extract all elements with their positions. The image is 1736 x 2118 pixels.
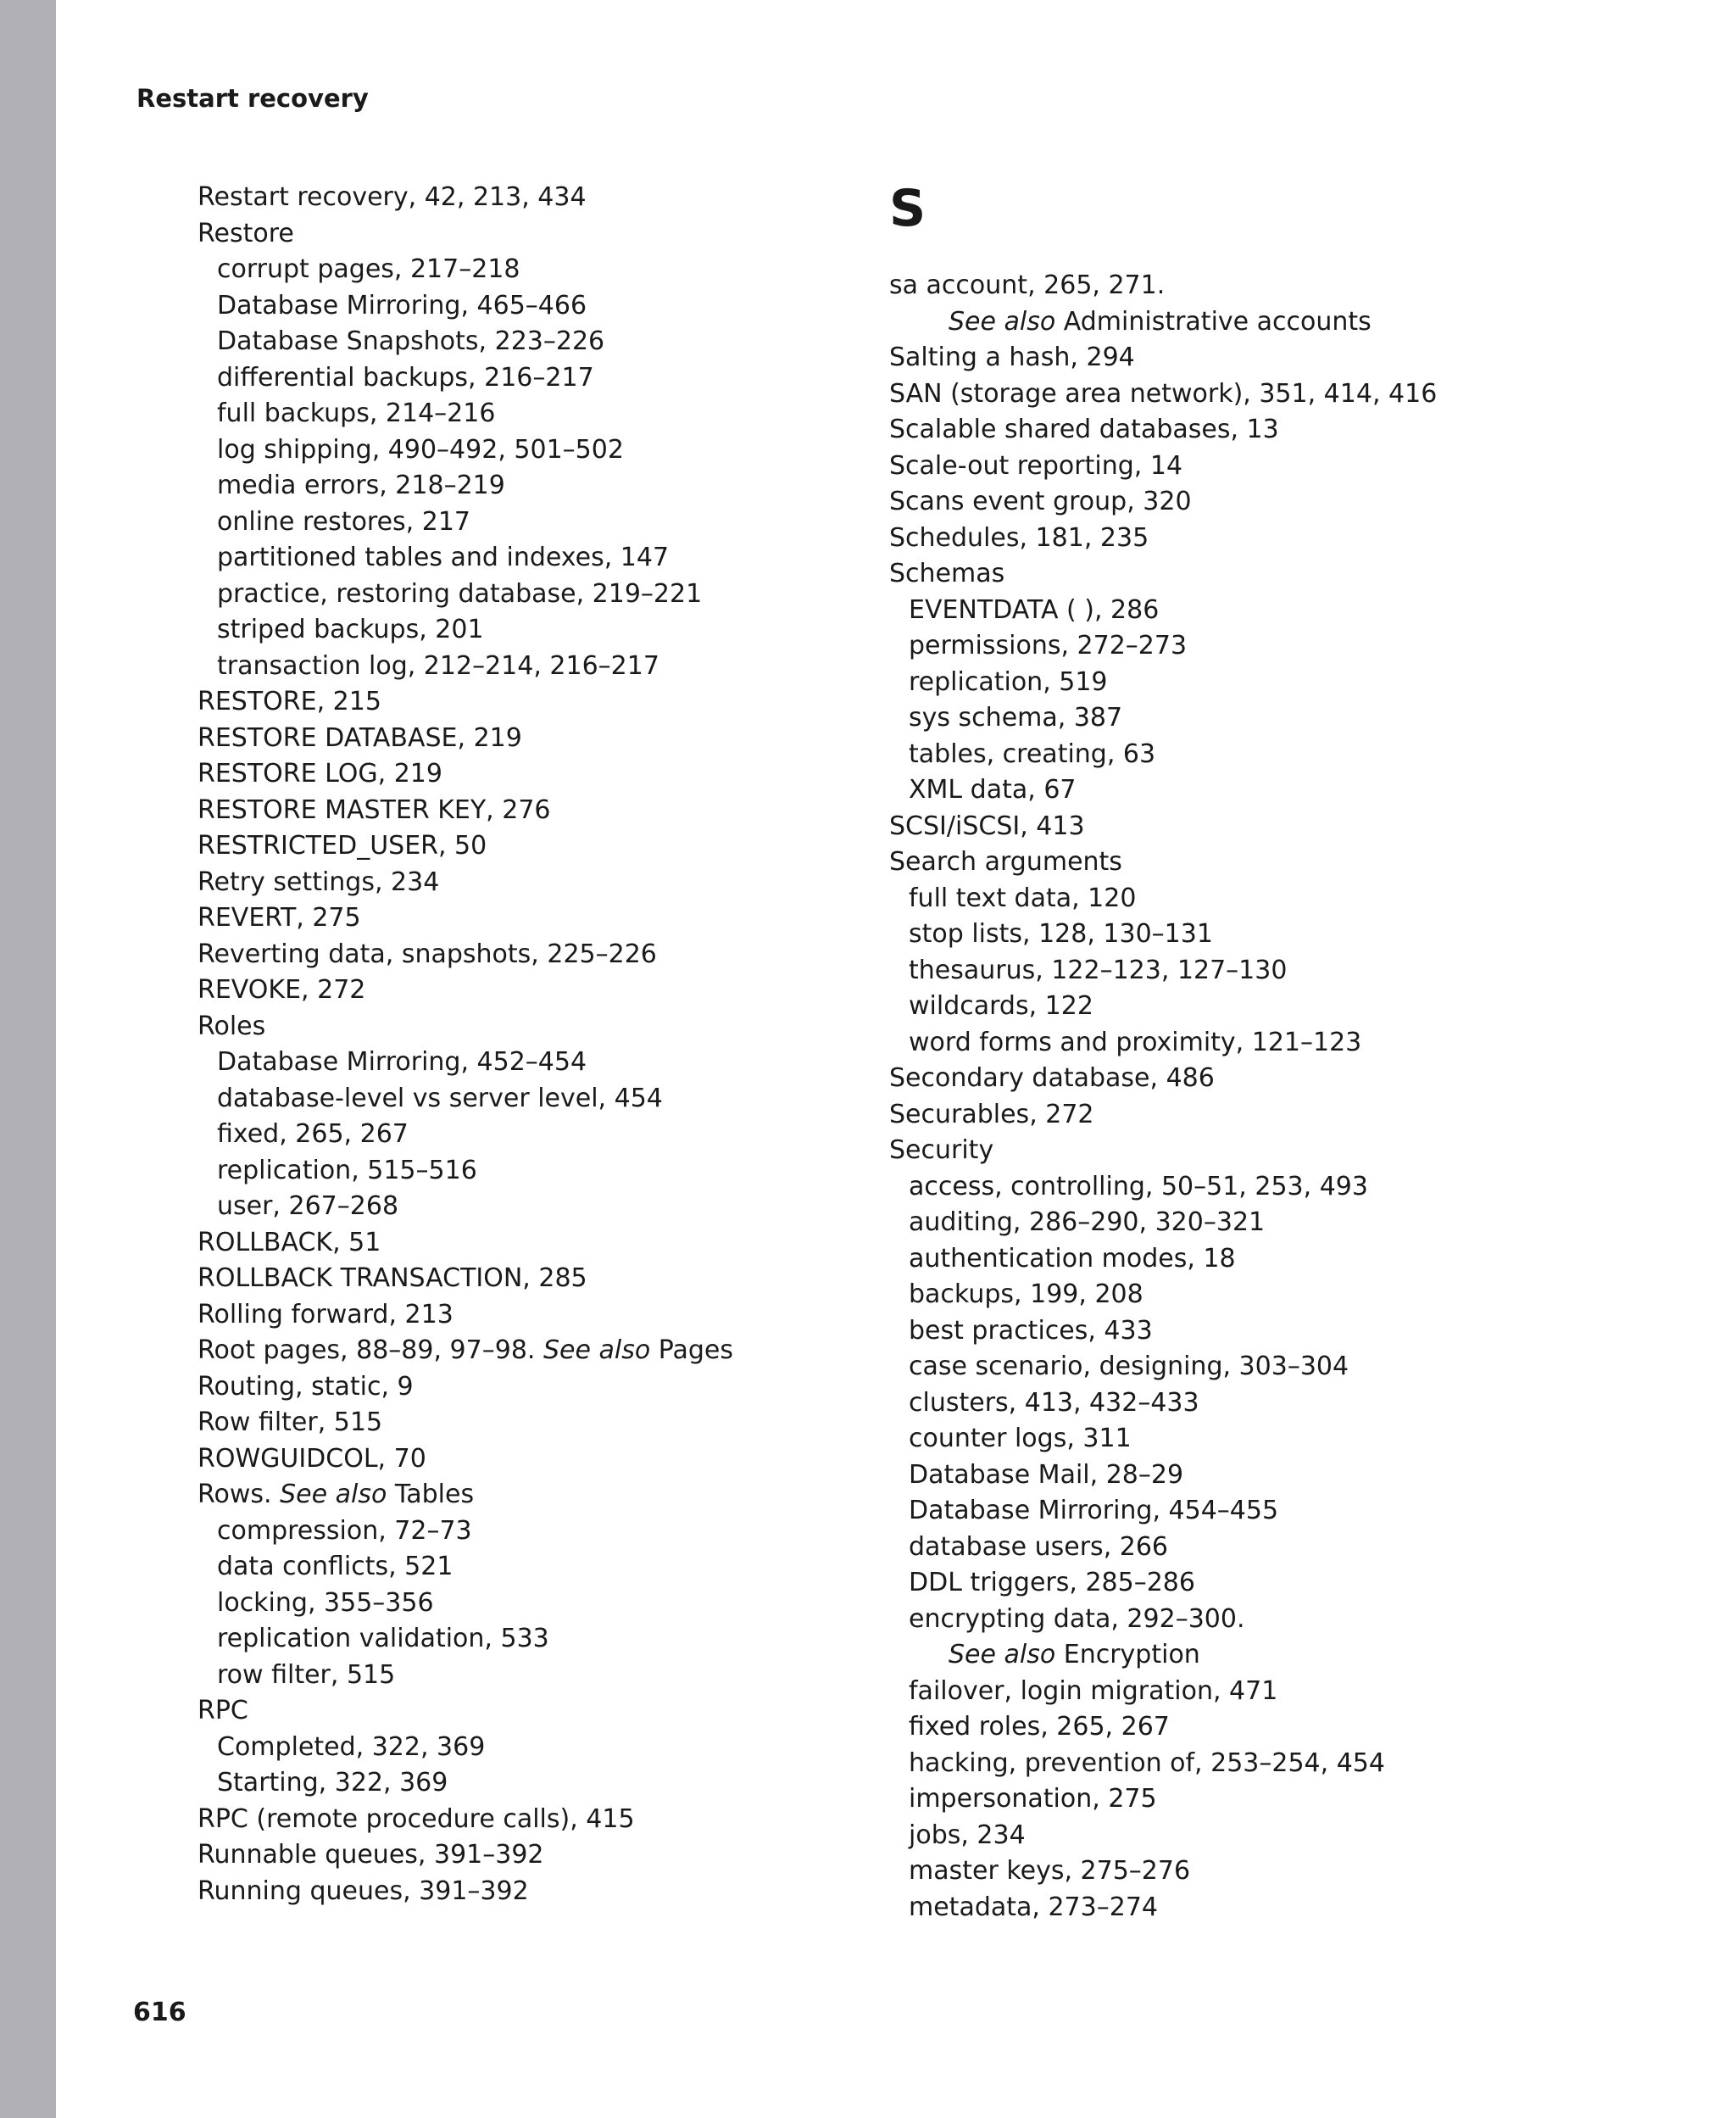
- entry-text: practice, restoring database, 219–221: [217, 578, 703, 609]
- index-subentry: [198, 1081, 859, 1118]
- entry-text: database users, 266: [909, 1531, 1169, 1562]
- index-subentry: [889, 628, 1652, 665]
- entry-text: case scenario, designing, 303–304: [909, 1352, 1349, 1381]
- index-entry: [198, 900, 859, 937]
- index-entry: [889, 844, 1652, 881]
- index-subentry: [198, 577, 859, 613]
- see-also-target: Administrative accounts: [1063, 306, 1372, 337]
- entry-text: ROLLBACK, 51: [198, 1227, 381, 1257]
- index-entry: [198, 828, 859, 865]
- entry-text: media errors, 218–219: [217, 471, 505, 500]
- entry-text: master keys, 275–276: [909, 1856, 1191, 1886]
- index-subentry: [889, 1853, 1652, 1890]
- entry-text: metadata, 273–274: [909, 1892, 1158, 1922]
- index-cross-reference: [889, 1637, 1652, 1674]
- see-also-label: See also: [949, 1640, 1056, 1669]
- entry-text: sa account, 265, 271.: [889, 270, 1166, 300]
- index-cross-reference: [889, 304, 1652, 341]
- entry-text: RPC: [198, 1696, 248, 1725]
- entry-text: EVENTDATA ( ), 286: [909, 594, 1160, 625]
- running-head: Restart recovery: [136, 84, 369, 113]
- entry-text: partitioned tables and indexes, 147: [217, 543, 670, 572]
- index-subentry: [889, 1169, 1652, 1206]
- entry-text: Roles: [198, 1011, 266, 1041]
- entry-text: Reverting data, snapshots, 225–226: [198, 939, 657, 969]
- index-subentry: [198, 396, 859, 432]
- entry-text: Scalable shared databases, 13: [889, 415, 1279, 444]
- entry-text: Securables, 272: [889, 1099, 1094, 1129]
- entry-text: locking, 355–356: [217, 1587, 434, 1618]
- index-subentry: [889, 1241, 1652, 1278]
- index-entry: [198, 973, 859, 1009]
- entry-text: replication, 515–516: [217, 1155, 477, 1185]
- entry-text: fixed roles, 265, 267: [909, 1712, 1170, 1742]
- entry-text: RESTORE MASTER KEY, 276: [198, 794, 551, 825]
- entry-text: REVOKE, 272: [198, 975, 366, 1005]
- index-entry: [198, 865, 859, 901]
- entry-text: data conflicts, 521: [217, 1552, 453, 1581]
- entry-text: failover, login migration, 471: [909, 1675, 1278, 1706]
- index-entry: [889, 1097, 1652, 1134]
- index-subentry: [889, 1530, 1652, 1566]
- index-subentry: [889, 1313, 1652, 1350]
- entry-text: RESTORE LOG, 219: [198, 759, 442, 789]
- entry-text: hacking, prevention of, 253–254, 454: [909, 1747, 1385, 1778]
- index-subentry: [198, 468, 859, 504]
- index-entry: [889, 412, 1652, 449]
- index-subentry: [198, 252, 859, 288]
- index-subentry: [889, 1458, 1652, 1494]
- index-subentry: [198, 1189, 859, 1225]
- entry-text: Schemas: [889, 559, 1005, 588]
- entry-text: best practices, 433: [909, 1315, 1153, 1346]
- index-subentry: [889, 1421, 1652, 1458]
- entry-text: DDL triggers, 285–286: [909, 1568, 1195, 1597]
- entry-text: REVERT, 275: [198, 903, 361, 933]
- index-subentry: [198, 1730, 859, 1766]
- entry-text: Database Snapshots, 223–226: [217, 326, 605, 356]
- entry-text: Rows.: [198, 1480, 272, 1509]
- entry-text: clusters, 413, 432–433: [909, 1387, 1199, 1418]
- index-subentry: [889, 1746, 1652, 1782]
- entry-text: backups, 199, 208: [909, 1279, 1143, 1309]
- entry-text: fixed, 265, 267: [217, 1119, 409, 1149]
- entry-text: Restore: [198, 218, 294, 248]
- index-subentry: [889, 1205, 1652, 1241]
- index-entry: [198, 1441, 859, 1478]
- index-subentry: [198, 649, 859, 685]
- index-subentry: [889, 737, 1652, 773]
- index-subentry: [889, 881, 1652, 917]
- entry-text: Rolling forward, 213: [198, 1299, 453, 1329]
- index-entry: [198, 180, 859, 216]
- index-entry: [198, 1693, 859, 1730]
- see-also-target: Tables: [394, 1480, 475, 1509]
- index-entry: [198, 1874, 859, 1910]
- see-also-label: See also: [949, 306, 1056, 337]
- index-entry: [889, 340, 1652, 376]
- index-subentry: [198, 1117, 859, 1153]
- entry-text: Search arguments: [889, 847, 1122, 877]
- entry-text: sys schema, 387: [909, 703, 1123, 733]
- index-entry: [198, 684, 859, 721]
- index-subentry: [889, 700, 1652, 737]
- margin-bar: [0, 0, 56, 2118]
- index-entry: [889, 521, 1652, 557]
- index-subentry: [889, 1349, 1652, 1385]
- entry-text: log shipping, 490–492, 501–502: [217, 434, 624, 465]
- index-subentry: [198, 1621, 859, 1658]
- index-subentry: [889, 1277, 1652, 1313]
- index-entry: [198, 721, 859, 757]
- index-subentry: [198, 1153, 859, 1190]
- entry-text: ROWGUIDCOL, 70: [198, 1443, 426, 1474]
- entry-text: SCSI/iSCSI, 413: [889, 811, 1085, 841]
- index-subentry: [198, 288, 859, 325]
- entry-text: access, controlling, 50–51, 253, 493: [909, 1171, 1368, 1201]
- index-subentry: [889, 1602, 1652, 1638]
- entry-text: stop lists, 128, 130–131: [909, 919, 1213, 949]
- entry-text: authentication modes, 18: [909, 1243, 1236, 1274]
- entry-text: full backups, 214–216: [217, 399, 496, 428]
- entry-text: SAN (storage area network), 351, 414, 416: [889, 378, 1438, 409]
- entry-text: wildcards, 122: [909, 991, 1093, 1021]
- index-entry: [198, 216, 859, 253]
- entry-text: Scale-out reporting, 14: [889, 450, 1183, 481]
- entry-text: online restores, 217: [217, 506, 471, 537]
- entry-text: RESTORE, 215: [198, 687, 381, 716]
- entry-text: Completed, 322, 369: [217, 1731, 486, 1762]
- entry-text: Database Mail, 28–29: [909, 1459, 1184, 1490]
- index-subentry: [198, 360, 859, 397]
- index-subentry: [198, 1513, 859, 1550]
- entry-text: Database Mirroring, 452–454: [217, 1047, 587, 1077]
- entry-text: jobs, 234: [909, 1820, 1026, 1850]
- entry-text: Root pages, 88–89, 97–98.: [198, 1335, 536, 1365]
- entry-text: Routing, static, 9: [198, 1371, 414, 1402]
- index-entry: [889, 809, 1652, 845]
- entry-text: RPC (remote procedure calls), 415: [198, 1803, 635, 1834]
- index-column-left: [198, 180, 859, 1909]
- index-entry: [198, 1802, 859, 1838]
- index-entry: [198, 1297, 859, 1334]
- entry-text: Secondary database, 486: [889, 1063, 1215, 1093]
- entry-text: encrypting data, 292–300.: [909, 1603, 1245, 1634]
- entry-text: XML data, 67: [909, 775, 1077, 805]
- index-entry: [198, 1333, 859, 1369]
- index-subentry: [198, 540, 859, 577]
- section-letter: S: [889, 179, 926, 238]
- index-entry: [198, 756, 859, 793]
- index-subentry: [889, 1781, 1652, 1818]
- index-entry: [889, 556, 1652, 593]
- index-subentry: [889, 1025, 1652, 1062]
- entry-text: corrupt pages, 217–218: [217, 254, 520, 284]
- index-subentry: [198, 1549, 859, 1586]
- index-subentry: [198, 432, 859, 469]
- entry-text: Runnable queues, 391–392: [198, 1840, 544, 1870]
- index-subentry: [889, 593, 1652, 629]
- entry-text: Security: [889, 1135, 994, 1165]
- index-subentry: [889, 917, 1652, 953]
- index-entry: [889, 449, 1652, 485]
- entry-text: replication validation, 533: [217, 1624, 549, 1653]
- index-entry: [198, 1477, 859, 1513]
- index-subentry: [198, 1586, 859, 1622]
- index-entry: [198, 937, 859, 973]
- index-subentry: [889, 772, 1652, 809]
- index-subentry: [889, 1709, 1652, 1746]
- index-subentry: [889, 1385, 1652, 1422]
- entry-text: RESTRICTED_USER, 50: [198, 831, 487, 861]
- entry-text: Schedules, 181, 235: [889, 522, 1149, 553]
- index-subentry: [198, 504, 859, 541]
- entry-text: impersonation, 275: [909, 1784, 1157, 1814]
- index-entry: [889, 376, 1652, 413]
- entry-text: Starting, 322, 369: [217, 1768, 448, 1798]
- entry-text: striped backups, 201: [217, 615, 484, 644]
- entry-text: Salting a hash, 294: [889, 343, 1135, 372]
- entry-text: Running queues, 391–392: [198, 1876, 529, 1906]
- see-also-target: Encryption: [1063, 1640, 1200, 1669]
- entry-text: Restart recovery, 42, 213, 434: [198, 182, 587, 212]
- index-subentry: [198, 612, 859, 649]
- entry-text: full text data, 120: [909, 883, 1137, 913]
- index-entry: [198, 1369, 859, 1406]
- entry-text: auditing, 286–290, 320–321: [909, 1207, 1266, 1237]
- entry-text: counter logs, 311: [909, 1424, 1132, 1453]
- entry-text: thesaurus, 122–123, 127–130: [909, 955, 1288, 985]
- index-entry: [889, 1061, 1652, 1097]
- entry-text: Database Mirroring, 454–455: [909, 1496, 1279, 1525]
- index-subentry: [889, 1818, 1652, 1854]
- index-entry: [889, 484, 1652, 521]
- entry-text: word forms and proximity, 121–123: [909, 1027, 1362, 1057]
- entry-text: Scans event group, 320: [889, 487, 1192, 516]
- entry-text: differential backups, 216–217: [217, 362, 594, 393]
- index-subentry: [198, 1045, 859, 1081]
- index-entry: [198, 1837, 859, 1874]
- index-subentry: [889, 989, 1652, 1025]
- index-subentry: [198, 1765, 859, 1802]
- index-subentry: [889, 1565, 1652, 1602]
- index-subentry: [198, 324, 859, 360]
- index-subentry: [889, 1493, 1652, 1530]
- entry-text: compression, 72–73: [217, 1515, 472, 1546]
- index-subentry: [889, 953, 1652, 989]
- entry-text: Retry settings, 234: [198, 867, 440, 897]
- entry-text: Row filter, 515: [198, 1407, 383, 1437]
- index-entry: [198, 1225, 859, 1262]
- see-also-label: See also: [542, 1335, 651, 1365]
- index-entry: [198, 793, 859, 829]
- page-number: 616: [133, 1998, 186, 2027]
- index-entry: [198, 1009, 859, 1045]
- index-subentry: [889, 665, 1652, 701]
- index-column-right: [889, 180, 1652, 1926]
- index-subentry: [889, 1890, 1652, 1926]
- index-entry: [198, 1261, 859, 1297]
- index-subentry: [198, 1658, 859, 1694]
- index-entry: [889, 1133, 1652, 1169]
- index-entry: [198, 1405, 859, 1441]
- entry-text: user, 267–268: [217, 1191, 399, 1221]
- entry-text: row filter, 515: [217, 1659, 396, 1690]
- entry-text: RESTORE DATABASE, 219: [198, 722, 522, 753]
- index-subentry: [889, 1674, 1652, 1710]
- entry-text: tables, creating, 63: [909, 739, 1156, 769]
- see-also-label: See also: [280, 1480, 387, 1509]
- entry-text: Database Mirroring, 465–466: [217, 290, 587, 320]
- entry-text: ROLLBACK TRANSACTION, 285: [198, 1263, 587, 1293]
- entry-text: transaction log, 212–214, 216–217: [217, 650, 659, 681]
- entry-text: replication, 519: [909, 666, 1108, 697]
- see-also-target: Pages: [658, 1335, 733, 1365]
- entry-text: database-level vs server level, 454: [217, 1083, 663, 1113]
- entry-text: permissions, 272–273: [909, 631, 1188, 660]
- index-entry: [889, 268, 1652, 304]
